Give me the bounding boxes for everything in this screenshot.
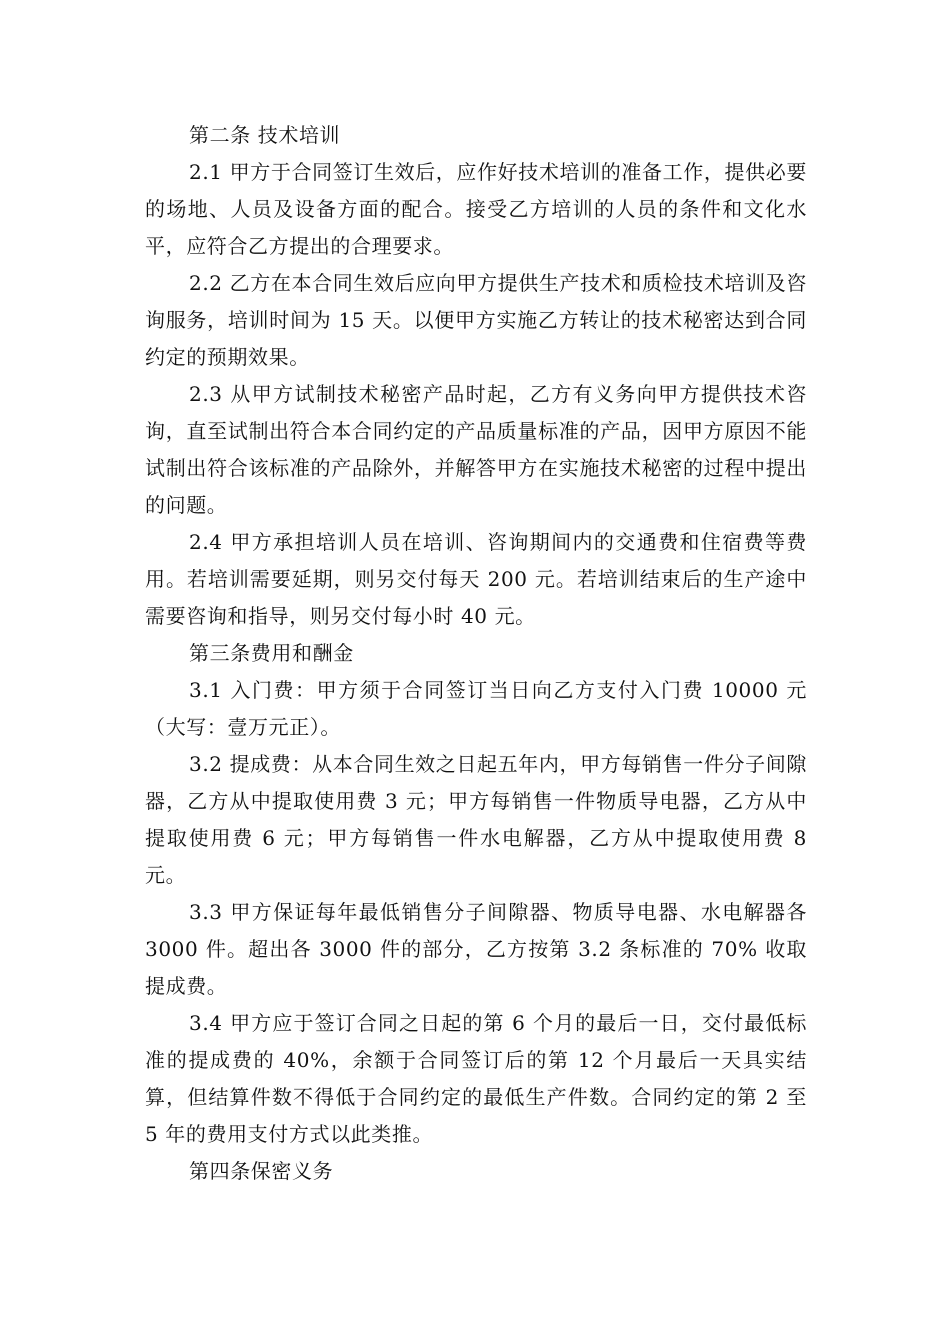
clause-3-3: 3.3 甲方保证每年最低销售分子间隙器、物质导电器、水电解器各 3000 件。超出各 3000 件的部分，乙方按第 3.2 条标准的 70% 收取提成费。	[145, 900, 807, 998]
clause-3-1: 3.1 入门费：甲方须于合同签订当日向乙方支付入门费 10000 元（大写：壹万元正）。	[145, 678, 807, 739]
clause-3-2: 3.2 提成费：从本合同生效之日起五年内，甲方每销售一件分子间隙器，乙方从中提取使用费 3 元；甲方每销售一件物质导电器，乙方从中提取使用费 6 元；甲方每销售一件水电解器，乙方从中提取使用费 8 元。	[145, 752, 807, 887]
document-page	[145, 117, 807, 1190]
clause-2-1: 2.1 甲方于合同签订生效后，应作好技术培训的准备工作，提供必要的场地、人员及设备方面的配合。接受乙方培训的人员的条件和文化水平，应符合乙方提出的合理要求。	[145, 160, 807, 258]
clause-2-4: 2.4 甲方承担培训人员在培训、咨询期间内的交通费和住宿费等费用。若培训需要延期，则另交付每天 200 元。若培训结束后的生产途中需要咨询和指导，则另交付每小时 40 元。	[145, 530, 807, 628]
section-heading-fees: 第三条费用和酬金	[189, 641, 354, 665]
section-heading-confidentiality: 第四条保密义务	[189, 1159, 334, 1183]
section-heading-training: 第二条 技术培训	[189, 123, 341, 147]
clause-2-2: 2.2 乙方在本合同生效后应向甲方提供生产技术和质检技术培训及咨询服务，培训时间为 15 天。以便甲方实施乙方转让的技术秘密达到合同约定的预期效果。	[145, 271, 807, 369]
clause-2-3: 2.3 从甲方试制技术秘密产品时起，乙方有义务向甲方提供技术咨询，直至试制出符合本合同约定的产品质量标准的产品，因甲方原因不能试制出符合该标准的产品除外，并解答甲方在实施技术秘密的过程中提出的问题。	[145, 382, 807, 517]
clause-3-4: 3.4 甲方应于签订合同之日起的第 6 个月的最后一日，交付最低标准的提成费的 40%，余额于合同签订后的第 12 个月最后一天具实结算，但结算件数不得低于合同约定的最低生产件数。合同约定的第 2 至 5 年的费用支付方式以此类推。	[145, 1011, 807, 1146]
